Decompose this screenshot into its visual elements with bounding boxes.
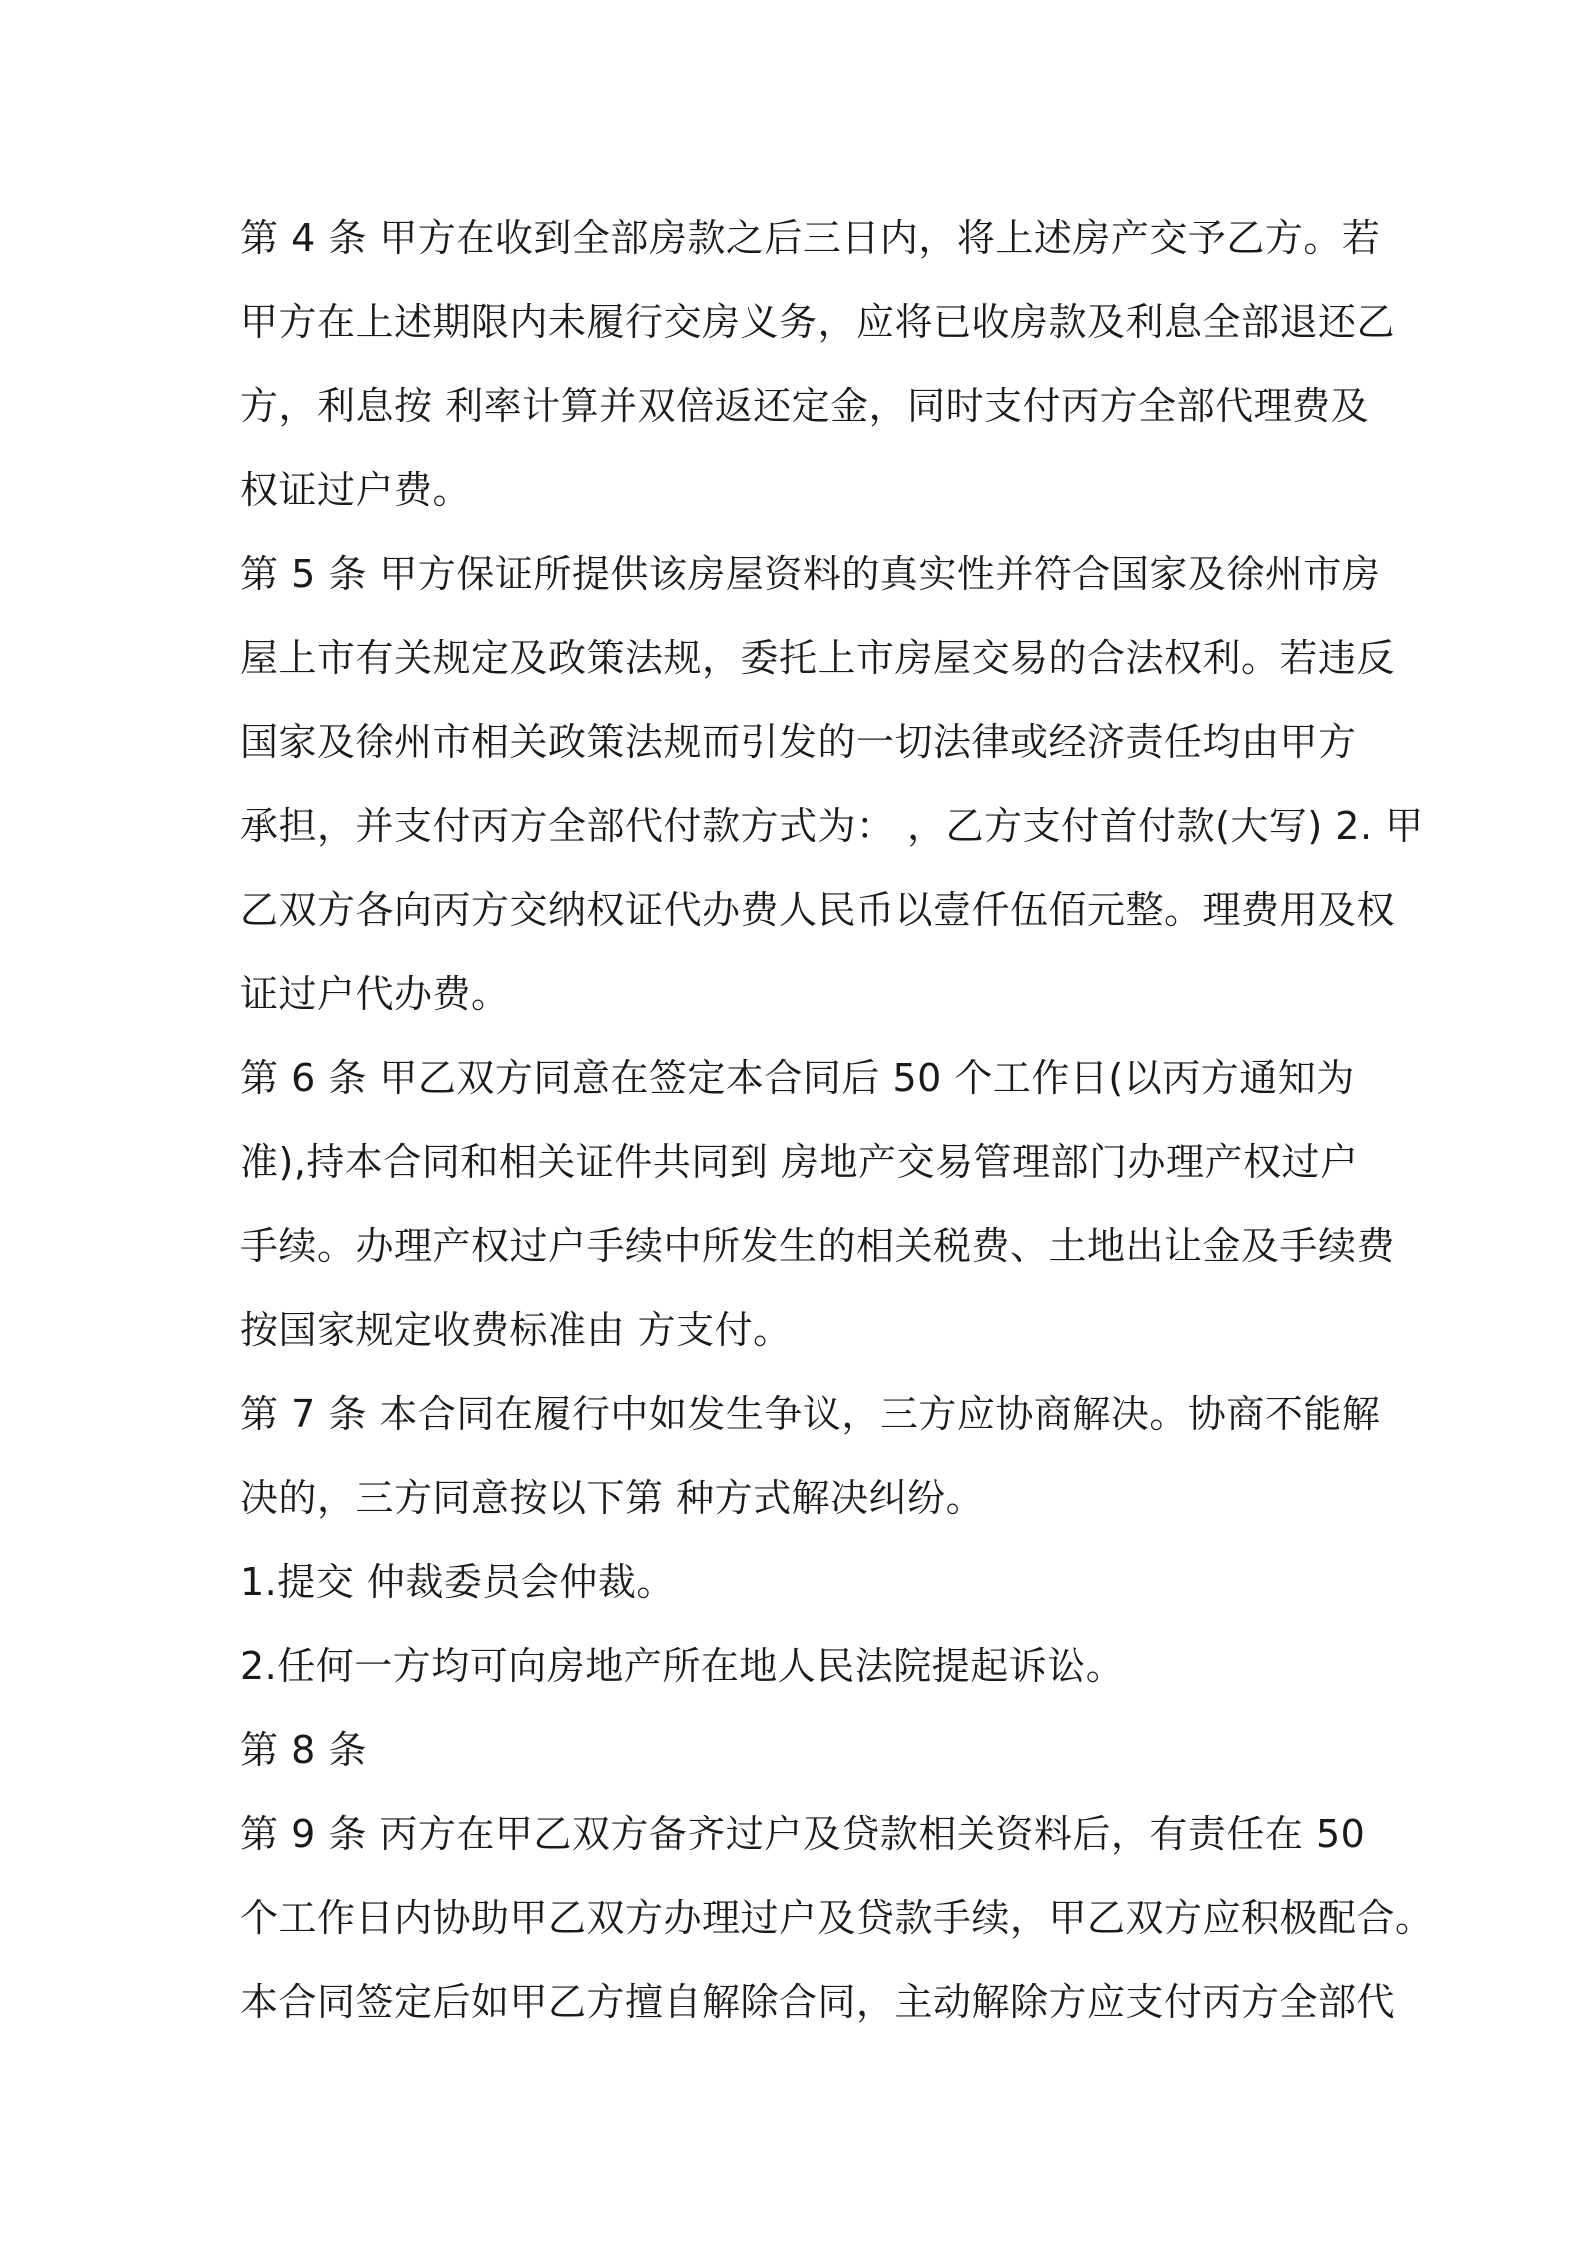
article-4-line-2: 甲方在上述期限内未履行交房义务，应将已收房款及利息全部退还乙 — [240, 300, 1396, 344]
article-6-line-2: 准),持本合同和相关证件共同到 房地产交易管理部门办理产权过户 — [240, 1140, 1359, 1184]
article-5-line-6: 证过户代办费。 — [240, 972, 510, 1016]
article-7-line-2: 决的，三方同意按以下第 种方式解决纠纷。 — [240, 1476, 985, 1520]
article-6-line-1: 第 6 条 甲乙双方同意在签定本合同后 50 个工作日(以丙方通知为 — [240, 1056, 1355, 1100]
article-9-line-1: 第 9 条 丙方在甲乙双方备齐过户及贷款相关资料后，有责任在 50 — [240, 1812, 1366, 1856]
article-4-line-1: 第 4 条 甲方在收到全部房款之后三日内，将上述房产交予乙方。若 — [240, 216, 1381, 260]
article-9-line-3: 本合同签定后如甲乙方擅自解除合同，主动解除方应支付丙方全部代 — [240, 1980, 1396, 2024]
article-8-heading: 第 8 条 — [240, 1728, 367, 1772]
article-6-line-4: 按国家规定收费标准由 方支付。 — [240, 1308, 792, 1352]
article-5-line-3: 国家及徐州市相关政策法规而引发的一切法律或经济责任均由甲方 — [240, 720, 1357, 764]
article-5-line-2: 屋上市有关规定及政策法规，委托上市房屋交易的合法权利。若违反 — [240, 636, 1396, 680]
article-7-line-1: 第 7 条 本合同在履行中如发生争议，三方应协商解决。协商不能解 — [240, 1392, 1381, 1436]
article-7-option-2: 2.任何一方均可向房地产所在地人民法院提起诉讼。 — [240, 1644, 1125, 1688]
article-5-line-5: 乙双方各向丙方交纳权证代办费人民币以壹仟伍佰元整。理费用及权 — [240, 888, 1396, 932]
article-4-line-4: 权证过户费。 — [240, 468, 472, 512]
article-6-line-3: 手续。办理产权过户手续中所发生的相关税费、土地出让金及手续费 — [240, 1224, 1396, 1268]
article-5-line-4: 承担，并支付丙方全部代付款方式为： ，乙方支付首付款(大写) 2. 甲 — [240, 804, 1424, 848]
document-body — [240, 196, 1434, 2044]
article-7-option-1: 1.提交 仲裁委员会仲裁。 — [240, 1560, 675, 1604]
article-5-line-1: 第 5 条 甲方保证所提供该房屋资料的真实性并符合国家及徐州市房 — [240, 552, 1381, 596]
article-9-line-2: 个工作日内协助甲乙双方办理过户及贷款手续，甲乙双方应积极配合。 — [240, 1896, 1434, 1940]
article-4-line-3: 方，利息按 利率计算并双倍返还定金，同时支付丙方全部代理费及 — [240, 384, 1370, 428]
